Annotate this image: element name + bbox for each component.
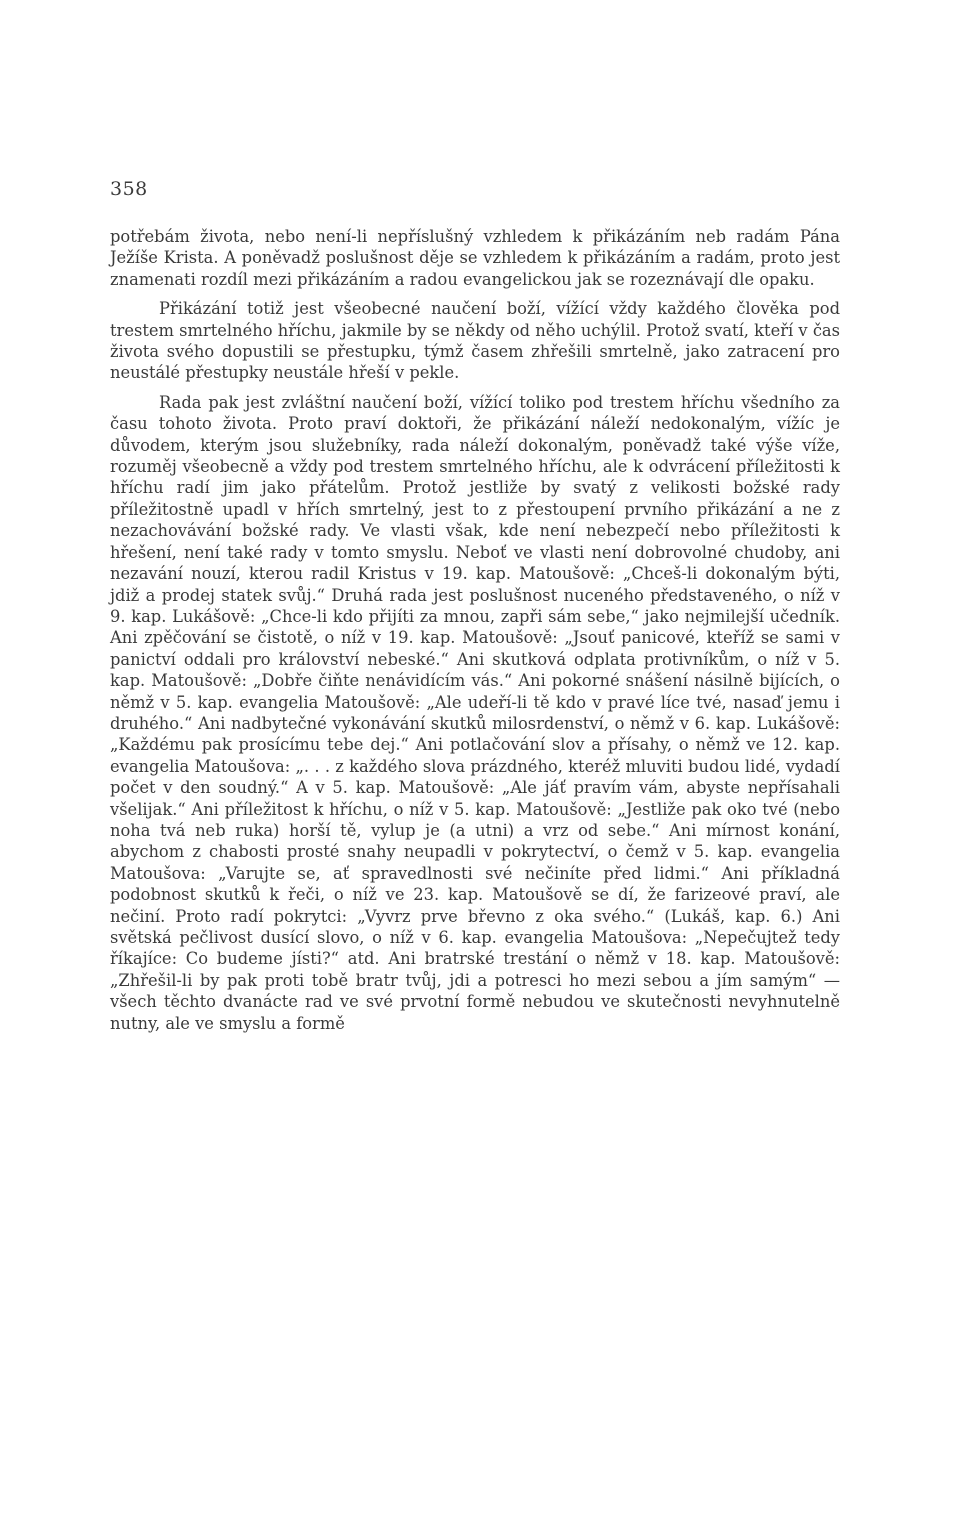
paragraph-gap [110,290,840,298]
paragraph-3: Rada pak jest zvláštní naučení boží, vížící toliko pod trestem hříchu všedního za času tohoto života. Proto praví doktoři, že přikázání náleží nedokonalým, vížíc je důvodem, kterým jsou služebníky, rada náleží dokonalým, poněvadž také výše víže, rozuměj všeobecně a vždy pod trestem smrtelného hříchu, ale k odvrácení příležitosti k hříchu radí jim jako přátelům. Protož jestliže by svatý z velikosti božské rady příležitostně upadl v hřích smrtelný, jest to z přestoupení prvního přikázání a ne z nezachovávání božské rady. Ve vlasti však, kde není nebezpečí nebo příležitosti k hřešení, není také rady v tomto smyslu. Neboť ve vlasti není dobrovolné chudoby, ani nezavání nouzí, kterou radil Kristus v 19. kap. Matoušově: „Chceš-li dokonalým býti, jdiž a prodej statek svůj.“ Druhá rada jest poslušnost nuceného představeného, o níž v 9. kap. Lukášově: „Chce-li kdo přijíti za mnou, zapři sám sebe,“ jako nejmilejší učedník. Ani zpěčování se čistotě, o níž v 19. kap. Matoušově: „Jsouť panicové, kteříž se sami v panictví oddali pro království nebeské.“ Ani skutková odplata protivníkům, o níž v 5. kap. Matoušově: „Dobře čiňte nenávidícím vás.“ Ani pokorné snášení násilně bijících, o němž v 5. kap. evangelia Matoušově: „Ale udeří-li tě kdo v pravé líce tvé, nasaď jemu i druhého.“ Ani nadbytečné vykonávání skutků milosrdenství, o němž v 6. kap. Lukášově: „Každému pak prosícímu tebe dej.“ Ani potlačování slov a přísahy, o němž ve 12. kap. evangelia Matoušova: „. . . z každého slova prázdného, kteréž mluviti budou lidé, vydadí počet v den soudný.“ A v 5. kap. Matoušově: „Ale jáť pravím vám, abyste nepřísahali všelijak.“ Ani příležitost k hříchu, o níž v 5. kap. Matoušově: „Jestliže pak oko tvé (nebo noha tvá neb ruka) horší tě, vylup je (a utni) a vrz od sebe.“ Ani mírnost konání, abychom z chabosti prosté snahy neupadli v pokrytectví, o čemž v 5. kap. evangelia Matoušova: „Varujte se, ať spravedlnosti své nečiníte před lidmi.“ Ani příkladná podobnost skutků k řeči, o níž ve 23. kap. Matoušově se dí, že farizeové praví, ale nečiní. Proto radí pokrytci: „Vyvrz prve břevno z oka svého.“ (Lukáš, kap. 6.) Ani světská pečlivost dusící slovo, o níž v 6. kap. evangelia Matoušova: „Nepečujtež tedy říkajíce: Co budeme jísti?“ atd. Ani bratrské trestání o němž v 18. kap. Matoušově: „Zhřešil-li by pak proti tobě bratr tvůj, jdi a potresci ho mezi sebou a jím samým“ — všech těchto dvanácte rad ve své prvotní formě nebudou ve skutečnosti nevyhnutelně nutny, ale ve smyslu a formě [110,392,840,1033]
paragraph-2: Přikázání totiž jest všeobecné naučení boží, vížící vždy každého člověka pod trestem smrtelného hříchu, jakmile by se někdy od něho uchýlil. Protož svatí, kteří v čas života svého dopustili se přestupku, týmž časem zhřešili smrtelně, jako zatracení pro neustálé přestupky neustále hřeší v pekle. [110,299,840,383]
page-number: 358 [110,178,148,200]
paragraph-1: potřebám života, nebo není-li nepříslušný vzhledem k přikázáním neb radám Pána Ježíše Krista. A poněvadž poslušnost děje se vzhledem k přikázáním a radám, proto jest znamenati rozdíl mezi přikázáním a radou evangelickou jak se rozeznávají dle opaku. [110,227,840,289]
body-text [110,226,840,1034]
paragraph-gap [110,384,840,392]
